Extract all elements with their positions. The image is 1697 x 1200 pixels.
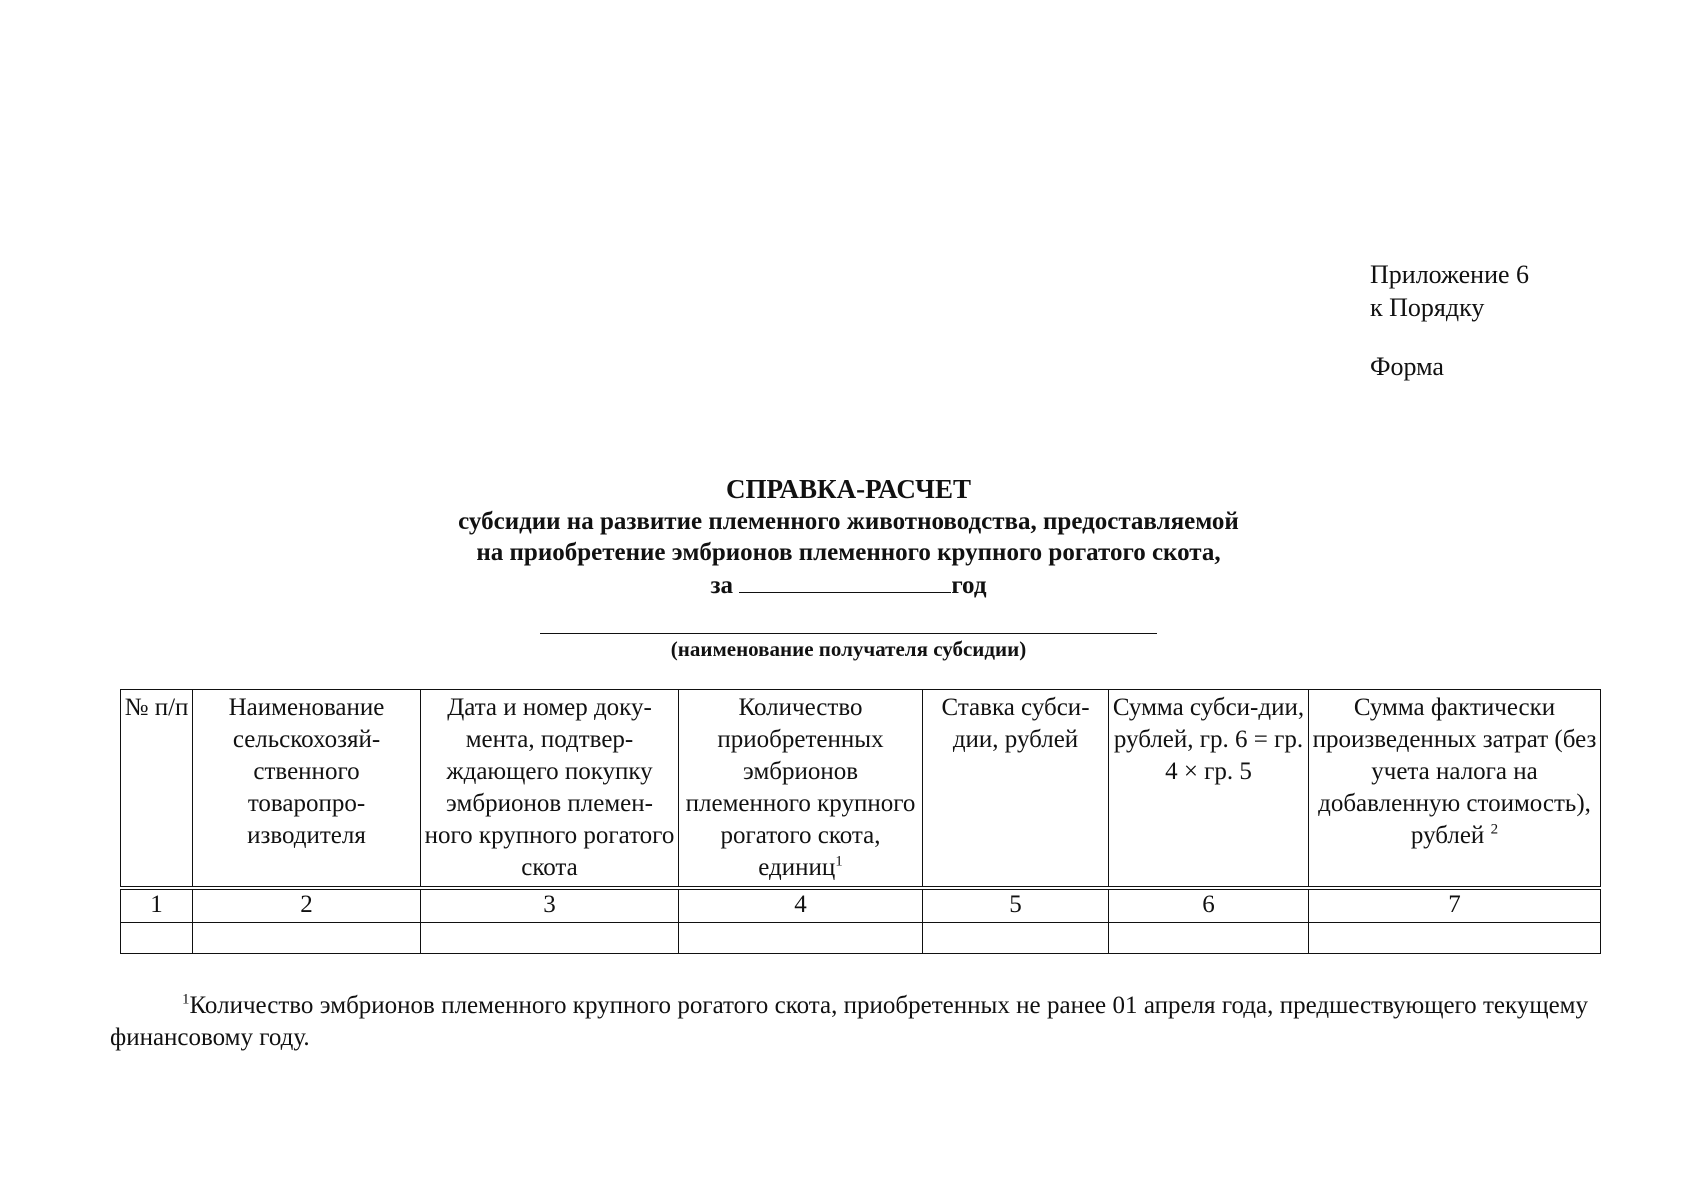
header-text: Сумма субси-дии, рублей, гр. 6 = гр. 4 × гр. 5	[1112, 694, 1305, 785]
empty-cell[interactable]	[679, 923, 923, 954]
subsidy-calculation-table	[120, 689, 1601, 954]
header-text: Дата и номер доку-мента, подтвер-ждающего покупку эмбрионов племен-ного крупного рогатого скота	[424, 694, 675, 881]
header-cell-embryo-quantity	[679, 690, 923, 889]
form-label: Форма	[1370, 352, 1444, 381]
header-text: Сумма фактически произведенных затрат (без учета налога на добавленную стоимость), рублей	[1312, 694, 1597, 849]
column-number-cell: 6	[1109, 888, 1309, 923]
document-title: СПРАВКА-РАСЧЕТ	[726, 474, 971, 504]
footnote-marker: 1	[182, 991, 190, 1008]
empty-cell[interactable]	[1309, 923, 1601, 954]
recipient-caption: (наименование получателя субсидии)	[670, 637, 1027, 661]
header-text: Количество приобретенных эмбрионов племенного крупного рогатого скота, единиц	[685, 694, 916, 881]
empty-cell[interactable]	[1109, 923, 1309, 954]
document-subtitle-line-2: на приобретение эмбрионов племенного крупного рогатого скота,	[476, 539, 1221, 566]
year-line	[0, 568, 1697, 601]
table-header-row	[121, 690, 1601, 889]
appendix-block	[1370, 258, 1529, 383]
column-number-cell: 2	[193, 888, 421, 923]
document-title-block	[0, 472, 1697, 601]
appendix-number: Приложение 6	[1370, 260, 1530, 289]
header-cell-subsidy-amount	[1109, 690, 1309, 889]
year-blank-field[interactable]	[739, 568, 951, 593]
year-prefix: за	[710, 572, 734, 599]
recipient-blank-field[interactable]	[540, 633, 1157, 634]
header-cell-subsidy-rate	[923, 690, 1109, 889]
header-cell-number	[121, 690, 193, 889]
header-text: Наименование сельскохозяй-ственного товаропро-изводителя	[228, 694, 385, 849]
column-number-row	[121, 888, 1601, 923]
year-suffix: год	[951, 572, 987, 599]
column-number-cell: 5	[923, 888, 1109, 923]
column-number-cell: 1	[121, 888, 193, 923]
header-cell-document	[421, 690, 679, 889]
empty-cell[interactable]	[923, 923, 1109, 954]
empty-cell[interactable]	[193, 923, 421, 954]
footnote-ref-2: 2	[1490, 821, 1499, 838]
footnote-text: Количество эмбрионов племенного крупного рогатого скота, приобретенных не ранее 01 апреля года, предшествующего текущему финансовому году.	[110, 992, 1588, 1051]
empty-cell[interactable]	[121, 923, 193, 954]
footnote	[110, 990, 1588, 1054]
empty-cell[interactable]	[421, 923, 679, 954]
header-text: Ставка субси-дии, рублей	[941, 694, 1090, 753]
column-number-cell: 3	[421, 888, 679, 923]
header-text: № п/п	[124, 694, 189, 721]
table-row	[121, 923, 1601, 954]
header-cell-producer-name	[193, 690, 421, 889]
column-number-cell: 4	[679, 888, 923, 923]
document-subtitle-line-1: субсидии на развитие племенного животноводства, предоставляемой	[458, 508, 1239, 535]
appendix-reference: к Порядку	[1370, 293, 1485, 322]
footnote-ref-1: 1	[835, 853, 843, 870]
column-number-cell: 7	[1309, 888, 1601, 923]
header-cell-actual-costs	[1309, 690, 1601, 889]
